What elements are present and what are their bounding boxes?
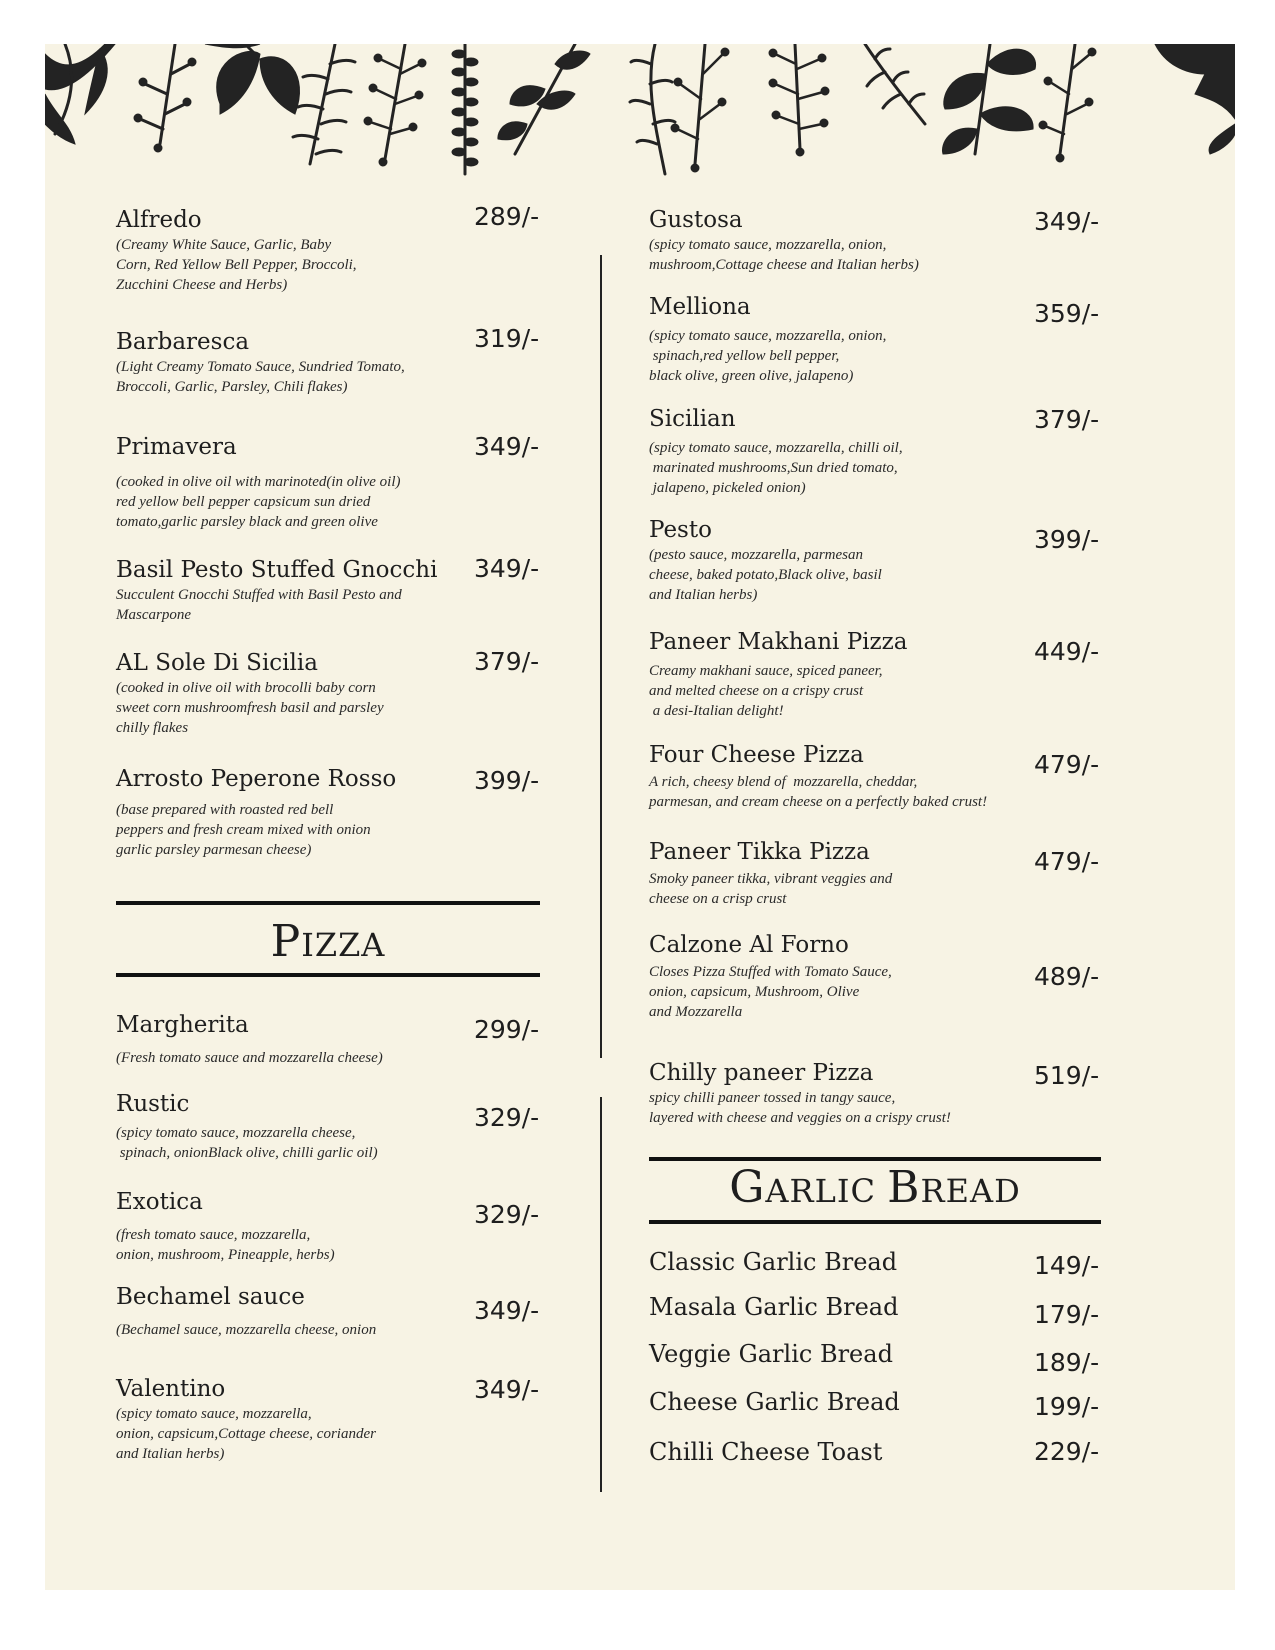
garlic-bread-item-name: Chilli Cheese Toast	[649, 1438, 883, 1466]
column-divider-top	[600, 255, 602, 1058]
garlic-bread-item-price: 229/-	[1034, 1437, 1100, 1466]
garlic-bread-item-price: 199/-	[1034, 1392, 1100, 1421]
menu-item-description: spicy chilli paneer tossed in tangy sauce, layered with cheese and veggies on a crispy crust!	[649, 1090, 951, 1126]
menu-item-description: (pesto sauce, mozzarella, parmesan cheese, baked potato,Black olive, basil and Italian herbs)	[649, 547, 882, 603]
menu-item	[649, 205, 919, 275]
menu-item-name: Barbaresca	[116, 329, 250, 355]
menu-item	[649, 404, 903, 498]
menu-item-description: Succulent Gnocchi Stuffed with Basil Pesto and Mascarpone	[116, 587, 402, 623]
menu-item-description: Closes Pizza Stuffed with Tomato Sauce, onion, capsicum, Mushroom, Olive and Mozzarella	[649, 964, 892, 1020]
garlic-bread-heading-rule-top	[649, 1157, 1101, 1161]
menu-item-price: 399/-	[474, 766, 540, 795]
menu-item-name: Gustosa	[649, 207, 743, 233]
menu-item-name: Arrosto Peperone Rosso	[116, 766, 397, 792]
menu-item-name: Alfredo	[116, 207, 202, 233]
menu-item-price: 349/-	[474, 432, 540, 461]
menu-item-name: Margherita	[116, 1012, 249, 1038]
menu-item	[116, 648, 384, 738]
menu-item-description: (spicy tomato sauce, mozzarella, onion, mushroom,Cottage cheese and Italian herbs)	[649, 237, 919, 273]
menu-item-description: (fresh tomato sauce, mozzarella, onion, mushroom, Pineapple, herbs)	[116, 1227, 335, 1263]
menu-item-price: 479/-	[1034, 750, 1100, 779]
garlic-bread-item-name: Masala Garlic Bread	[649, 1293, 899, 1321]
menu-item	[116, 1010, 383, 1068]
menu-item-description: (Fresh tomato sauce and mozzarella cheese)	[116, 1050, 383, 1066]
menu-item-price: 299/-	[474, 1015, 540, 1044]
menu-item-price: 379/-	[474, 647, 540, 676]
menu-item-price: 289/-	[474, 202, 540, 231]
menu-item-description: (Creamy White Sauce, Garlic, Baby Corn, Red Yellow Bell Pepper, Broccoli, Zucchini Cheese and Herbs)	[116, 237, 357, 293]
pizza-heading-rule-bottom	[116, 973, 540, 977]
menu-item-price: 329/-	[474, 1200, 540, 1229]
menu-item-description: Smoky paneer tikka, vibrant veggies and cheese on a crisp crust	[649, 871, 893, 907]
garlic-bread-item-name: Veggie Garlic Bread	[649, 1340, 893, 1368]
menu-item-price: 519/-	[1034, 1061, 1100, 1090]
garlic-bread-item-price: 179/-	[1034, 1300, 1100, 1329]
menu-item-description: (Light Creamy Tomato Sauce, Sundried Tomato, Broccoli, Garlic, Parsley, Chili flakes)	[116, 359, 405, 395]
menu-item-price: 319/-	[474, 324, 540, 353]
menu-item-price: 349/-	[474, 1296, 540, 1325]
menu-item-description: (spicy tomato sauce, mozzarella cheese, spinach, onionBlack olive, chilli garlic oil)	[116, 1125, 378, 1161]
column-divider-bottom	[600, 1097, 602, 1492]
menu-item	[649, 627, 907, 721]
menu-item	[116, 327, 405, 397]
menu-item-description: (base prepared with roasted red bell peppers and fresh cream mixed with onion garlic parsley parmesan cheese)	[116, 802, 371, 858]
menu-item	[116, 205, 357, 295]
menu-item-description: (cooked in olive oil with marinoted(in olive oil) red yellow bell pepper capsicum sun dried tomato,garlic parsley black and green olive	[116, 474, 401, 530]
menu-item-price: 479/-	[1034, 847, 1100, 876]
menu-item-name: Paneer Makhani Pizza	[649, 629, 908, 655]
menu-item	[649, 740, 987, 812]
menu-item	[649, 1058, 951, 1128]
menu-item-price: 359/-	[1034, 299, 1100, 328]
garlic-bread-item-name: Cheese Garlic Bread	[649, 1388, 900, 1416]
garlic-bread-item-price: 189/-	[1034, 1348, 1100, 1377]
menu-item	[116, 555, 437, 625]
menu-item-description: (spicy tomato sauce, mozzarella, chilli oil, marinated mushrooms,Sun dried tomato, jalapeno, pickeled onion)	[649, 440, 903, 496]
menu-item-description: A rich, cheesy blend of mozzarella, cheddar, parmesan, and cream cheese on a perfectly baked crust!	[649, 774, 988, 810]
menu-item-description: Creamy makhani sauce, spiced paneer, and melted cheese on a crispy crust a desi-Italian delight!	[649, 663, 883, 719]
menu-item-description: (spicy tomato sauce, mozzarella, onion, spinach,red yellow bell pepper, black olive, green olive, jalapeno)	[649, 328, 887, 384]
menu-item	[649, 837, 892, 909]
menu-item	[116, 432, 401, 532]
menu-item-name: Primavera	[116, 434, 237, 460]
menu-item-price: 399/-	[1034, 525, 1100, 554]
menu-item-name: Calzone Al Forno	[649, 932, 849, 958]
menu-item	[116, 1089, 378, 1163]
menu-item-name: Valentino	[116, 1376, 226, 1402]
garlic-bread-item-name: Classic Garlic Bread	[649, 1248, 898, 1276]
menu-item-name: Paneer Tikka Pizza	[649, 839, 870, 865]
menu-page	[45, 44, 1235, 1590]
menu-item	[116, 764, 396, 860]
menu-item-name: Rustic	[116, 1091, 190, 1117]
menu-item-name: Exotica	[116, 1189, 203, 1215]
pizza-heading: PIZZA	[270, 916, 386, 967]
garlic-bread-heading: GARLIC BREAD	[729, 1162, 1021, 1213]
garlic-bread-heading-rule-bottom	[649, 1220, 1101, 1224]
menu-item-price: 329/-	[474, 1103, 540, 1132]
menu-item-description: (spicy tomato sauce, mozzarella, onion, capsicum,Cottage cheese, coriander and Italian herbs)	[116, 1406, 376, 1462]
garlic-bread-item-price: 149/-	[1034, 1251, 1100, 1280]
menu-item-price: 349/-	[1034, 207, 1100, 236]
menu-item-description: (cooked in olive oil with brocolli baby corn sweet corn mushroomfresh basil and parsley chilly flakes	[116, 680, 384, 736]
menu-item	[649, 930, 892, 1022]
menu-item-description: (Bechamel sauce, mozzarella cheese, onion	[116, 1322, 377, 1338]
menu-item	[116, 1282, 376, 1340]
menu-item-name: Four Cheese Pizza	[649, 742, 864, 768]
menu-item-name: Melliona	[649, 294, 751, 320]
menu-item-name: Chilly paneer Pizza	[649, 1060, 874, 1086]
menu-item-price: 489/-	[1034, 962, 1100, 991]
menu-item-price: 379/-	[1034, 405, 1100, 434]
menu-item-price: 349/-	[474, 1375, 540, 1404]
menu-item	[649, 292, 886, 386]
menu-item	[116, 1374, 376, 1464]
pizza-heading-rule-top	[116, 901, 540, 905]
menu-item-name: AL Sole Di Sicilia	[116, 650, 318, 676]
menu-item-name: Bechamel sauce	[116, 1284, 305, 1310]
menu-item-name: Sicilian	[649, 406, 736, 432]
menu-item-price: 449/-	[1034, 637, 1100, 666]
menu-item-price: 349/-	[474, 554, 540, 583]
menu-item	[649, 515, 882, 605]
menu-item-name: Pesto	[649, 517, 712, 543]
menu-item-name: Basil Pesto Stuffed Gnocchi	[116, 557, 438, 583]
botanical-leaves-border	[45, 44, 1235, 194]
menu-item	[116, 1187, 335, 1265]
